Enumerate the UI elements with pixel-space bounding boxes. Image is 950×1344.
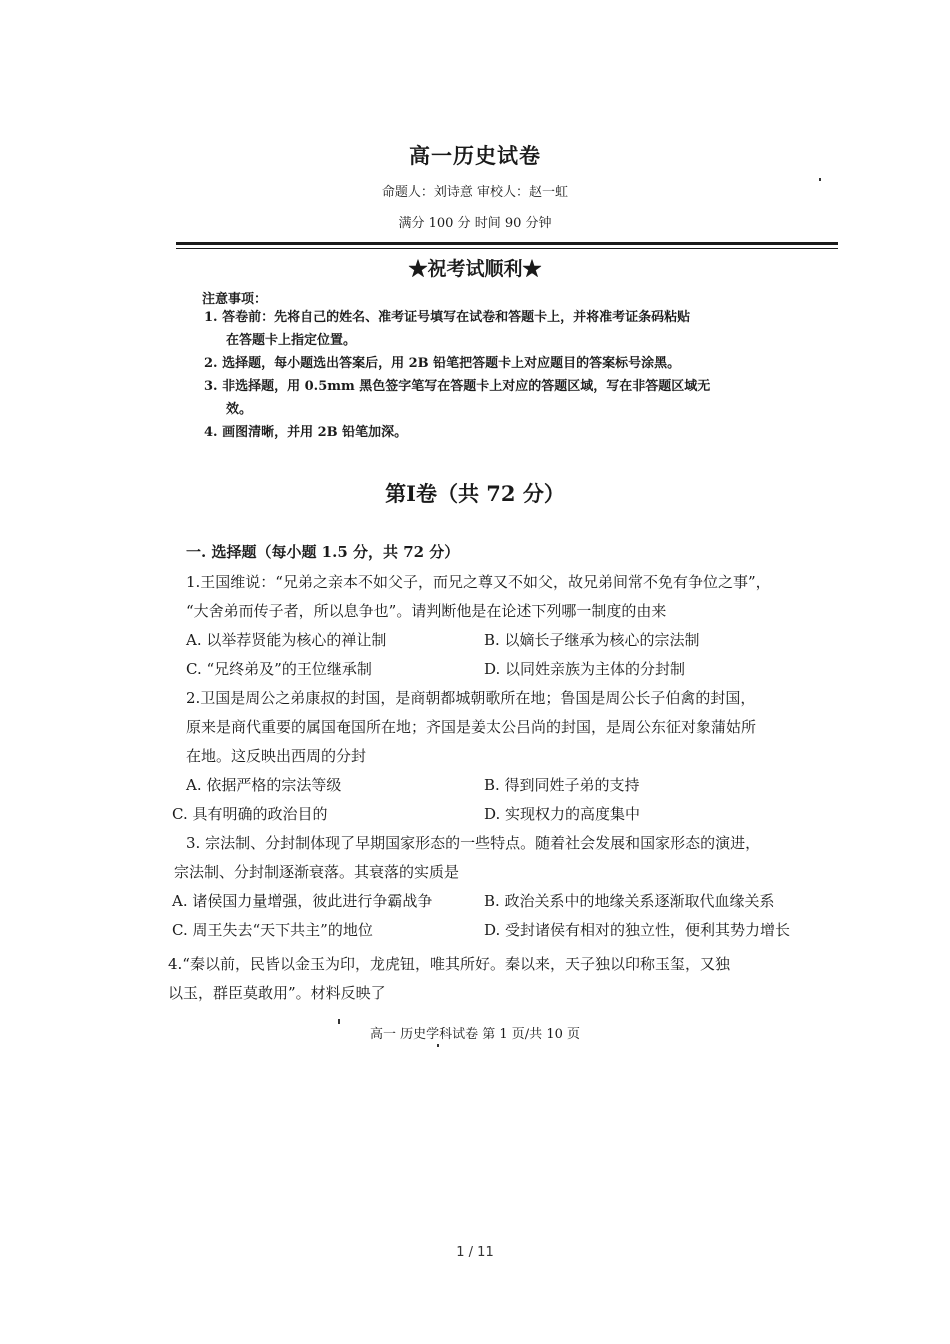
note-item: 3. 非选择题，用 0.5mm 黑色签字笔写在答题卡上对应的答题区域，写在非答题区域无 bbox=[204, 379, 711, 394]
note-item: 效。 bbox=[226, 402, 253, 417]
options-row bbox=[168, 771, 818, 800]
options-row bbox=[168, 800, 818, 829]
option-a: A. 依据严格的宗法等级 bbox=[186, 776, 342, 794]
question-3 bbox=[168, 829, 818, 945]
question-stem: 4.“秦以前，民皆以金玉为印，龙虎钮，唯其所好。秦以来，天子独以印称玉玺，又独 bbox=[168, 955, 730, 973]
option-d: D. 受封诸侯有相对的独立性，便利其势力增长 bbox=[484, 921, 791, 939]
section-title: 一. 选择题（每小题 1.5 分，共 72 分） bbox=[186, 543, 460, 561]
note-item: 1. 答卷前：先将自己的姓名、准考证号填写在试卷和答题卡上，并将准考证条码粘贴 bbox=[204, 310, 691, 325]
options-row bbox=[168, 887, 818, 916]
header-rule-thin bbox=[176, 248, 838, 249]
note-item: 4. 画图清晰，并用 2B 铅笔加深。 bbox=[204, 425, 408, 440]
volume-title: 第Ⅰ卷（共 72 分） bbox=[385, 481, 565, 506]
question-2 bbox=[168, 684, 818, 829]
header-rule-thick bbox=[176, 242, 838, 245]
options-row bbox=[168, 916, 818, 945]
options-row bbox=[168, 655, 818, 684]
question-stem: 宗法制、分封制逐渐衰落。其衰落的实质是 bbox=[174, 863, 460, 881]
page-footer: 高一 历史学科试卷 第 1 页/共 10 页 bbox=[370, 1027, 580, 1042]
page-counter: 1 / 11 bbox=[456, 1245, 494, 1260]
exam-score-time: 满分 100 分 时间 90 分钟 bbox=[398, 216, 552, 231]
question-stem: 3. 宗法制、分封制体现了早期国家形态的一些特点。随着社会发展和国家形态的演进， bbox=[186, 834, 761, 852]
option-c: C. 周王失去“天下共主”的地位 bbox=[172, 921, 373, 939]
question-stem: 2.卫国是周公之弟康叔的封国，是商朝都城朝歌所在地；鲁国是周公长子伯禽的封国， bbox=[186, 689, 756, 707]
question-4 bbox=[168, 950, 818, 1008]
exam-authors: 命题人：刘诗意 审校人：赵一虹 bbox=[381, 185, 569, 200]
option-a: A. 以举荐贤能为核心的禅让制 bbox=[186, 631, 387, 649]
question-stem: 原来是商代重要的属国奄国所在地；齐国是姜太公吕尚的封国，是周公东征对象蒲姑所 bbox=[186, 718, 757, 736]
option-b: B. 得到同姓子弟的支持 bbox=[484, 776, 640, 794]
scan-speck bbox=[338, 1019, 340, 1024]
good-luck-banner: ★祝考试顺利★ bbox=[408, 258, 542, 280]
exam-title: 高一历史试卷 bbox=[409, 143, 541, 168]
option-c: C. “兄终弟及”的王位继承制 bbox=[186, 660, 372, 678]
note-item: 2. 选择题，每小题选出答案后，用 2B 铅笔把答题卡上对应题目的答案标号涂黑。 bbox=[204, 356, 681, 371]
question-stem: 1.王国维说：“兄弟之亲本不如父子，而兄之尊又不如父，故兄弟间常不免有争位之事”， bbox=[186, 573, 771, 591]
option-d: D. 以同姓亲族为主体的分封制 bbox=[484, 660, 686, 678]
question-stem: 在地。这反映出西周的分封 bbox=[186, 747, 367, 765]
question-1 bbox=[168, 568, 818, 684]
option-d: D. 实现权力的高度集中 bbox=[484, 805, 641, 823]
question-stem: “大舍弟而传子者，所以息争也”。请判断他是在论述下列哪一制度的由来 bbox=[186, 602, 667, 620]
option-a: A. 诸侯国力量增强，彼此进行争霸战争 bbox=[172, 892, 433, 910]
option-b: B. 以嫡长子继承为核心的宗法制 bbox=[484, 631, 700, 649]
notes-heading: 注意事项： bbox=[202, 292, 268, 307]
option-c: C. 具有明确的政治目的 bbox=[172, 805, 328, 823]
scan-speck bbox=[819, 178, 821, 181]
option-b: B. 政治关系中的地缘关系逐渐取代血缘关系 bbox=[484, 892, 775, 910]
options-row bbox=[168, 626, 818, 655]
note-item: 在答题卡上指定位置。 bbox=[226, 333, 357, 348]
scan-speck bbox=[437, 1044, 439, 1047]
question-stem: 以玉，群臣莫敢用”。材料反映了 bbox=[168, 984, 386, 1002]
notes-list bbox=[204, 306, 804, 444]
